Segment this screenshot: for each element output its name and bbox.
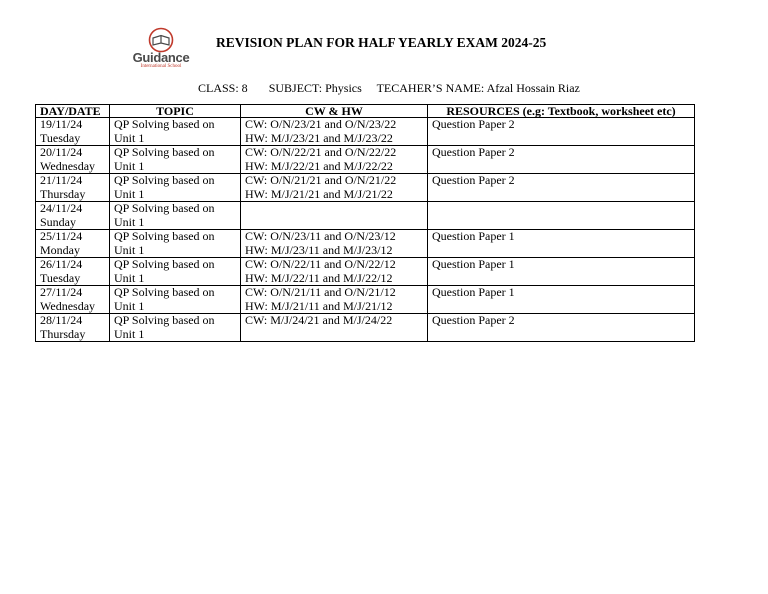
table-row	[36, 230, 695, 258]
resources-cell: Question Paper 2	[428, 314, 695, 342]
date-cell: 25/11/24 Monday	[36, 230, 110, 258]
table-header-row	[36, 105, 695, 118]
page-title: REVISION PLAN FOR HALF YEARLY EXAM 2024-25	[216, 35, 547, 50]
logo-subtitle: International School	[140, 64, 182, 69]
revision-plan-table	[35, 104, 695, 342]
resources-cell	[428, 202, 695, 230]
topic-cell: QP Solving based on Unit 1	[110, 314, 241, 342]
table-row	[36, 314, 695, 342]
table-row	[36, 202, 695, 230]
cw-hw-cell: CW: O/N/21/21 and O/N/21/22 HW: M/J/21/21 and M/J/21/22	[241, 174, 428, 202]
cw-hw-cell: CW: O/N/22/21 and O/N/22/22 HW: M/J/22/21 and M/J/22/22	[241, 146, 428, 174]
cw-hw-cell	[241, 202, 428, 230]
date-cell: 27/11/24 Wednesday	[36, 286, 110, 314]
col-header-date: DAY/DATE	[36, 105, 110, 118]
resources-cell: Question Paper 1	[428, 286, 695, 314]
resources-cell: Question Paper 2	[428, 174, 695, 202]
class-label: CLASS: 8	[198, 81, 248, 95]
col-header-cw-hw: CW & HW	[241, 105, 428, 118]
subject-label: SUBJECT: Physics	[268, 81, 362, 95]
cw-hw-cell: CW: O/N/23/11 and O/N/23/12 HW: M/J/23/11 and M/J/23/12	[241, 230, 428, 258]
table-row	[36, 174, 695, 202]
table-row	[36, 286, 695, 314]
topic-cell: QP Solving based on Unit 1	[110, 118, 241, 146]
date-cell: 28/11/24 Thursday	[36, 314, 110, 342]
resources-cell: Question Paper 1	[428, 230, 695, 258]
teacher-label: TECAHER’S NAME: Afzal Hossain Riaz	[376, 81, 580, 95]
cw-hw-cell: CW: O/N/22/11 and O/N/22/12 HW: M/J/22/11 and M/J/22/12	[241, 258, 428, 286]
date-cell: 19/11/24 Tuesday	[36, 118, 110, 146]
table-row	[36, 258, 695, 286]
col-header-topic: TOPIC	[110, 105, 241, 118]
logo-name: Guidance	[132, 50, 190, 65]
date-cell: 21/11/24 Thursday	[36, 174, 110, 202]
topic-cell: QP Solving based on Unit 1	[110, 230, 241, 258]
topic-cell: QP Solving based on Unit 1	[110, 286, 241, 314]
school-logo	[126, 27, 196, 71]
resources-cell: Question Paper 2	[428, 146, 695, 174]
table-row	[36, 146, 695, 174]
topic-cell: QP Solving based on Unit 1	[110, 202, 241, 230]
topic-cell: QP Solving based on Unit 1	[110, 174, 241, 202]
table-row	[36, 118, 695, 146]
col-header-resources: RESOURCES (e.g: Textbook, worksheet etc)	[428, 105, 695, 118]
resources-cell: Question Paper 2	[428, 118, 695, 146]
topic-cell: QP Solving based on Unit 1	[110, 258, 241, 286]
cw-hw-cell: CW: M/J/24/21 and M/J/24/22	[241, 314, 428, 342]
date-cell: 26/11/24 Tuesday	[36, 258, 110, 286]
class-info	[198, 81, 580, 96]
topic-cell: QP Solving based on Unit 1	[110, 146, 241, 174]
cw-hw-cell: CW: O/N/23/21 and O/N/23/22 HW: M/J/23/21 and M/J/23/22	[241, 118, 428, 146]
date-cell: 24/11/24 Sunday	[36, 202, 110, 230]
resources-cell: Question Paper 1	[428, 258, 695, 286]
cw-hw-cell: CW: O/N/21/11 and O/N/21/12 HW: M/J/21/11 and M/J/21/12	[241, 286, 428, 314]
date-cell: 20/11/24 Wednesday	[36, 146, 110, 174]
